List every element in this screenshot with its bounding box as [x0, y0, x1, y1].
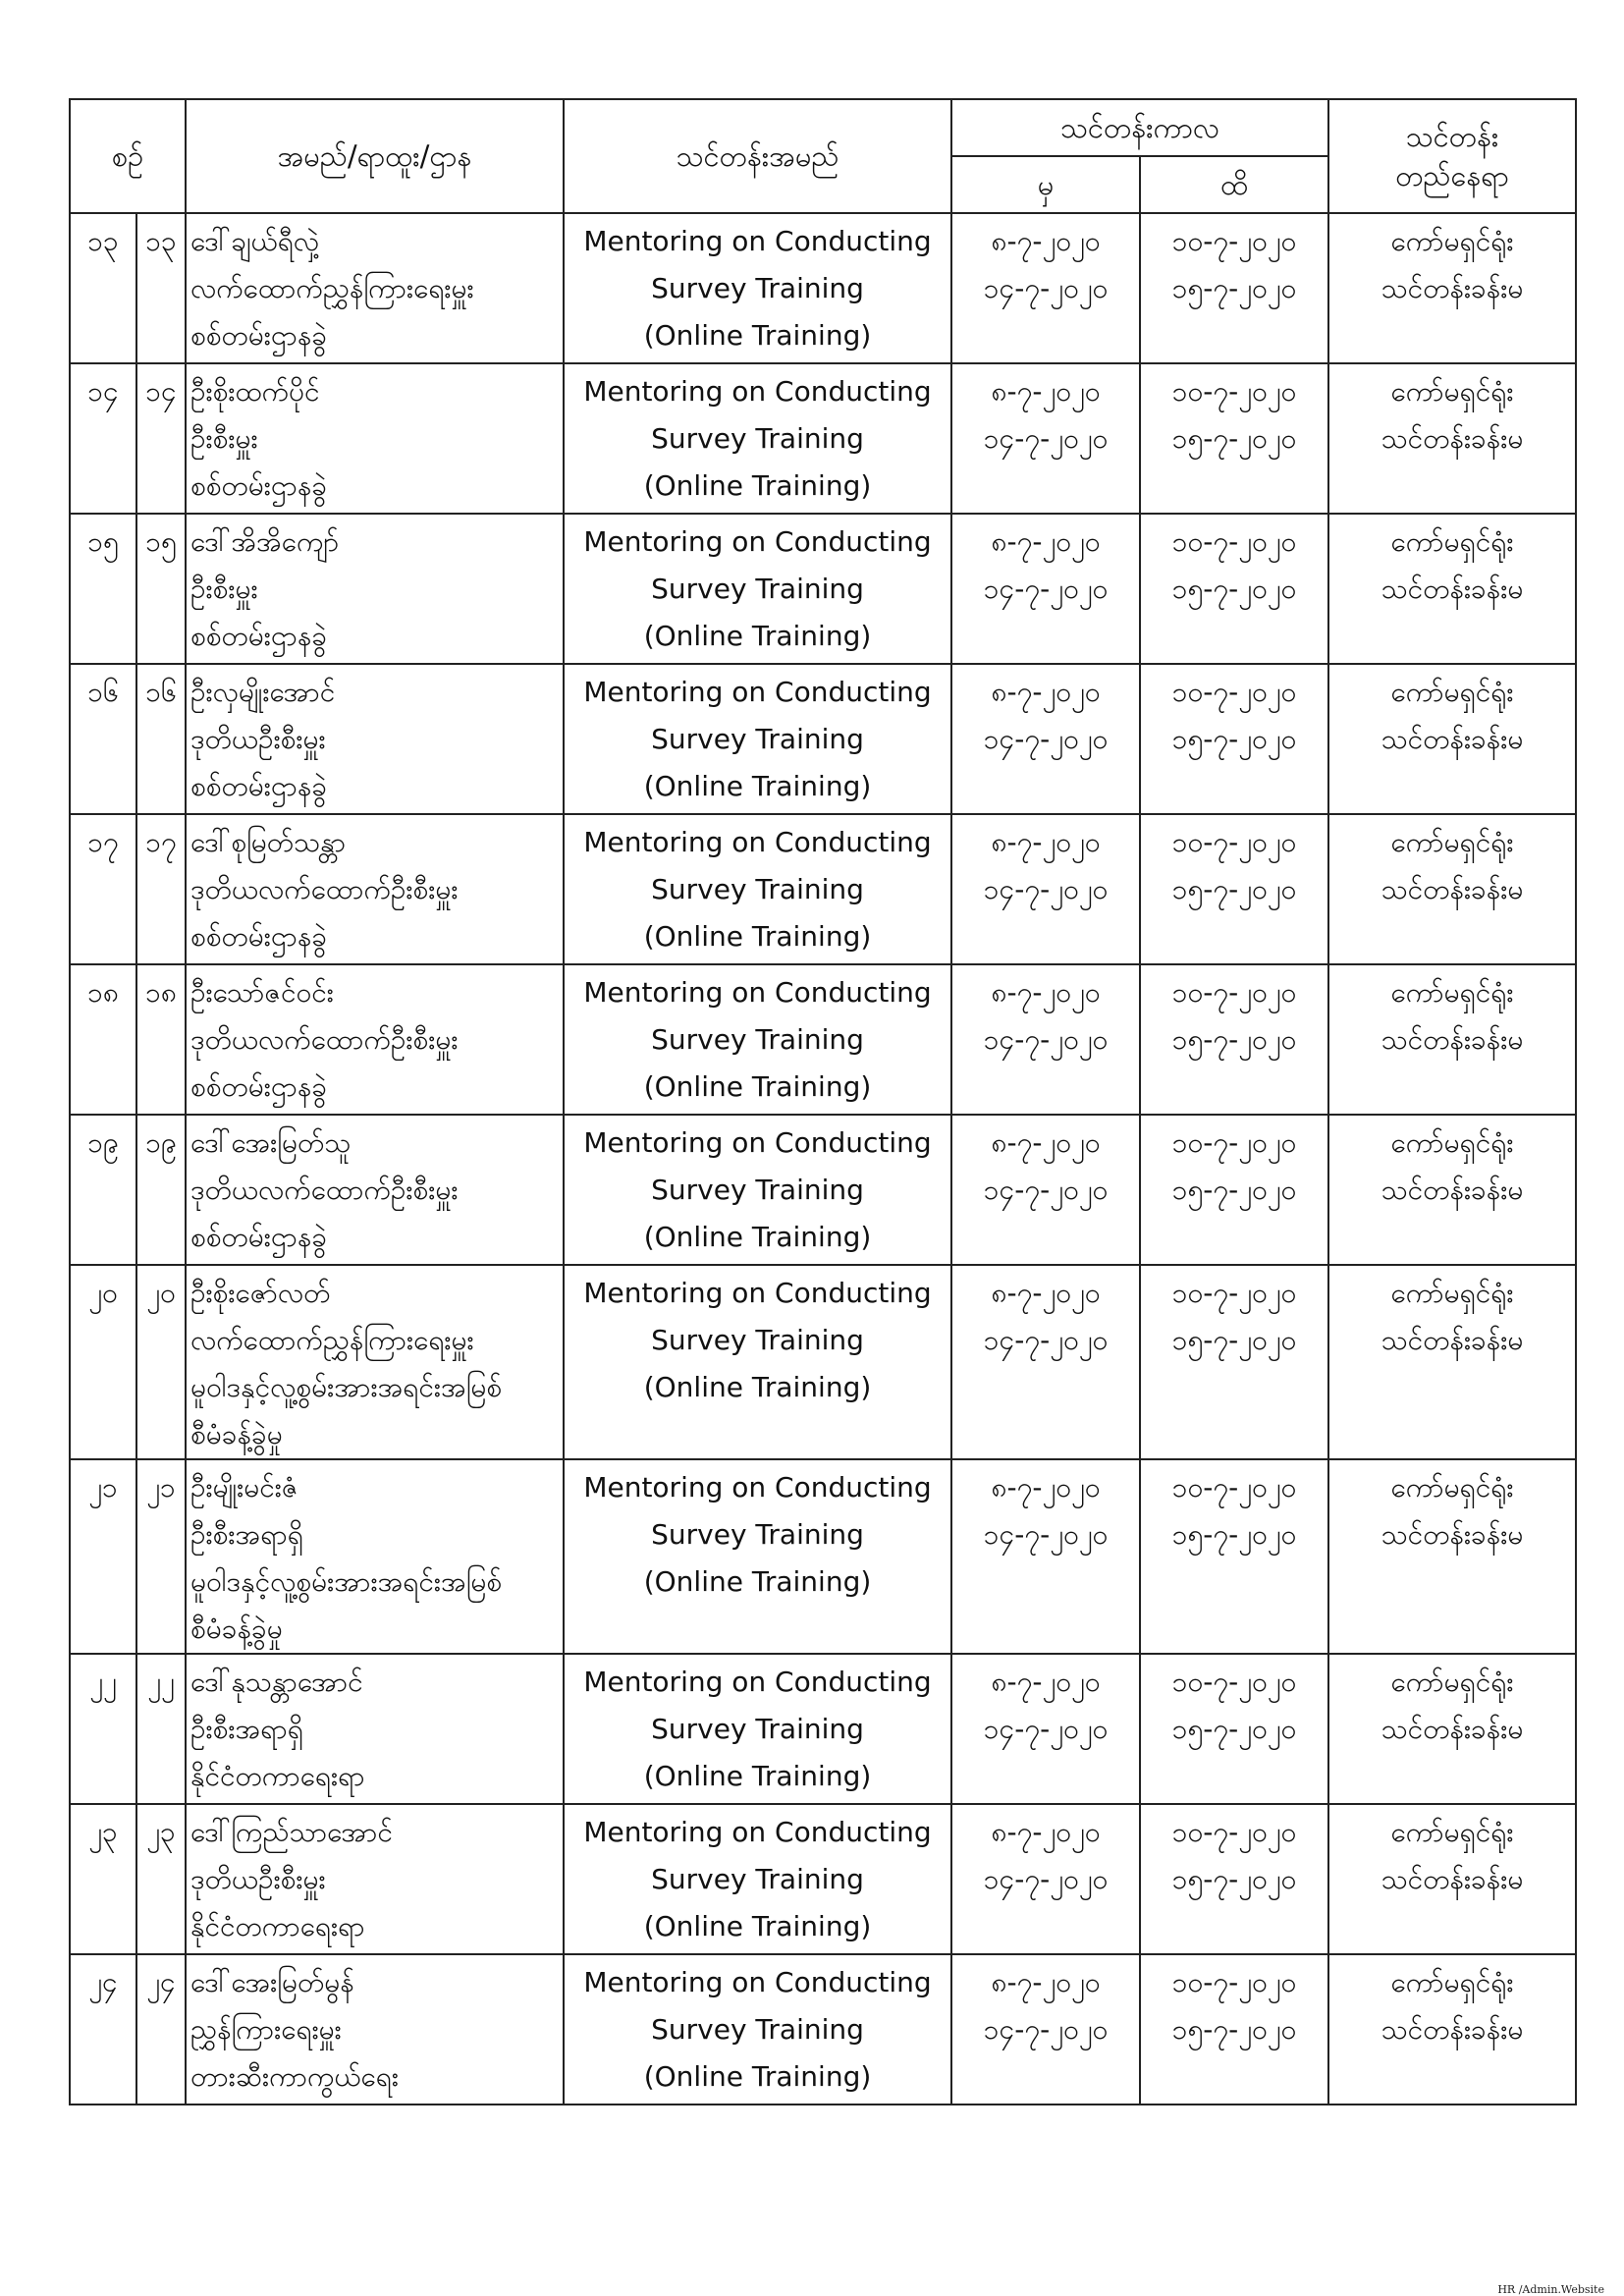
- sub-serial-cell: [136, 664, 186, 814]
- from-cell: [951, 1654, 1140, 1804]
- serial-cell: [70, 814, 136, 964]
- sub-serial-cell: [136, 363, 186, 514]
- to-cell: [1140, 664, 1328, 814]
- from-date: ၈-၇-၂၀၂၀: [991, 1666, 1101, 1698]
- header-course: သင်တန်းအမည်: [564, 99, 951, 213]
- place-line: သင်တန်းခန်းမ: [1380, 1023, 1524, 1056]
- serial-number: ၂၃: [88, 1816, 118, 1848]
- name-line: ဒေါ်ကြည်သာအောင်: [190, 1816, 393, 1848]
- from-cell: [951, 964, 1140, 1115]
- place-cell: [1328, 814, 1576, 964]
- to-cell: [1140, 514, 1328, 664]
- name-line: ဒေါ်ချယ်ရီလှဲ့: [190, 225, 320, 257]
- name-line: ဦးစီးမှူး: [190, 422, 258, 455]
- course-cell: [564, 1804, 951, 1954]
- from-cell: [951, 1459, 1140, 1654]
- from-date: ၁၄-၇-၂၀၂၀: [983, 1518, 1109, 1551]
- from-date: ၈-၇-၂၀၂၀: [991, 375, 1101, 408]
- course-line: Survey Training: [651, 873, 864, 905]
- course-line: Mentoring on Conducting: [583, 1471, 932, 1503]
- to-date: ၁၅-၇-၂၀၂၀: [1171, 873, 1297, 905]
- course-line: Survey Training: [651, 1713, 864, 1745]
- course-line: (Online Training): [643, 770, 872, 802]
- place-line: ကော်မရှင်ရုံး: [1390, 1126, 1514, 1159]
- place-line: ကော်မရှင်ရုံး: [1390, 1666, 1514, 1698]
- header-place: [1328, 99, 1576, 213]
- from-date: ၁၄-၇-၂၀၂၀: [983, 422, 1109, 455]
- sub-serial-cell: [136, 1954, 186, 2105]
- footer-note: HR /Admin.Website: [1497, 2283, 1604, 2296]
- course-cell: [564, 964, 951, 1115]
- to-cell: [1140, 1115, 1328, 1265]
- sub-serial-number: ၂၄: [146, 1966, 176, 1998]
- name-cell: [186, 514, 564, 664]
- to-date: ၁၀-၇-၂၀၂၀: [1171, 225, 1297, 257]
- name-line: စီမံခန့်ခွဲမှု: [190, 1613, 283, 1645]
- sub-serial-cell: [136, 1265, 186, 1459]
- sub-serial-number: ၁၄: [145, 375, 177, 408]
- sub-serial-cell: [136, 1459, 186, 1654]
- name-line: ဦးစိုးထက်ပိုင်: [190, 375, 320, 408]
- name-line: ဒေါ်အေးမြတ်သူ: [190, 1126, 352, 1159]
- name-line: ဦးစီးအရာရှိ: [190, 1518, 303, 1551]
- course-line: Survey Training: [651, 1324, 864, 1356]
- header-place-line: သင်တန်း: [1405, 120, 1499, 153]
- name-cell: [186, 1459, 564, 1654]
- sub-serial-cell: [136, 1804, 186, 1954]
- to-date: ၁၀-၇-၂၀၂၀: [1171, 1966, 1297, 1998]
- to-date: ၁၀-၇-၂၀၂၀: [1171, 976, 1297, 1009]
- place-line: ကော်မရှင်ရုံး: [1390, 375, 1514, 408]
- place-cell: [1328, 664, 1576, 814]
- to-date: ၁၅-၇-၂၀၂၀: [1171, 1324, 1297, 1356]
- from-date: ၈-၇-၂၀၂၀: [991, 225, 1101, 257]
- table-row: [70, 1654, 1576, 1804]
- name-line: နိုင်ငံတကာရေးရာ: [190, 1910, 365, 1942]
- to-date: ၁၅-၇-၂၀၂၀: [1171, 422, 1297, 455]
- course-line: Mentoring on Conducting: [583, 826, 932, 858]
- course-line: (Online Training): [643, 1371, 872, 1403]
- name-line: ဒေါ်အိအိကျော်: [190, 525, 340, 558]
- course-line: Survey Training: [651, 2013, 864, 2046]
- to-cell: [1140, 1954, 1328, 2105]
- name-line: ဒေါ်အေးမြတ်မွန်: [190, 1966, 354, 1998]
- header-serial: စဉ်: [70, 99, 186, 213]
- name-line: စစ်တမ်းဌာနခွဲ: [190, 770, 328, 802]
- place-line: သင်တန်းခန်းမ: [1380, 2013, 1524, 2046]
- name-line: ဦးစီးမှူး: [190, 573, 258, 605]
- course-line: (Online Training): [643, 2060, 872, 2093]
- place-cell: [1328, 213, 1576, 363]
- from-date: ၁၄-၇-၂၀၂၀: [983, 723, 1109, 755]
- sub-serial-number: ၁၃: [145, 225, 177, 257]
- to-cell: [1140, 1265, 1328, 1459]
- place-line: ကော်မရှင်ရုံး: [1390, 1471, 1514, 1503]
- place-line: သင်တန်းခန်းမ: [1380, 272, 1524, 304]
- name-line: ဦးစိုးဇော်လတ်: [190, 1277, 331, 1309]
- to-date: ၁၀-၇-၂၀၂၀: [1171, 1126, 1297, 1159]
- sub-serial-cell: [136, 964, 186, 1115]
- to-date: ၁၅-၇-၂၀၂၀: [1171, 723, 1297, 755]
- serial-cell: [70, 1654, 136, 1804]
- from-date: ၁၄-၇-၂၀၂၀: [983, 1863, 1109, 1895]
- course-line: (Online Training): [643, 1070, 872, 1103]
- name-line: စစ်တမ်းဌာနခွဲ: [190, 1070, 328, 1103]
- course-line: (Online Training): [643, 620, 872, 652]
- serial-cell: [70, 363, 136, 514]
- from-cell: [951, 814, 1140, 964]
- place-line: ကော်မရှင်ရုံး: [1390, 976, 1514, 1009]
- from-date: ၈-၇-၂၀၂၀: [991, 826, 1101, 858]
- sub-serial-cell: [136, 1115, 186, 1265]
- from-date: ၁၄-၇-၂၀၂၀: [983, 272, 1109, 304]
- to-cell: [1140, 1804, 1328, 1954]
- table-row: [70, 213, 1576, 363]
- header-period: သင်တန်းကာလ: [951, 99, 1328, 156]
- course-line: Mentoring on Conducting: [583, 676, 932, 708]
- course-line: Mentoring on Conducting: [583, 1816, 932, 1848]
- name-cell: [186, 213, 564, 363]
- name-line: ဦးလှမျိုးအောင်: [190, 676, 336, 708]
- serial-number: ၁၇: [87, 826, 119, 858]
- from-date: ၈-၇-၂၀၂၀: [991, 1126, 1101, 1159]
- from-cell: [951, 363, 1140, 514]
- serial-number: ၁၆: [87, 676, 119, 708]
- course-cell: [564, 514, 951, 664]
- serial-number: ၂၄: [88, 1966, 118, 1998]
- place-cell: [1328, 1459, 1576, 1654]
- place-line: သင်တန်းခန်းမ: [1380, 1863, 1524, 1895]
- serial-cell: [70, 1804, 136, 1954]
- from-cell: [951, 514, 1140, 664]
- table-row: [70, 814, 1576, 964]
- table-row: [70, 964, 1576, 1115]
- name-line: ဒေါ်နုသန္တာအောင်: [190, 1666, 363, 1698]
- to-date: ၁၅-၇-၂၀၂၀: [1171, 2013, 1297, 2046]
- sub-serial-number: ၂၂: [147, 1666, 175, 1698]
- to-date: ၁၅-၇-၂၀၂၀: [1171, 1863, 1297, 1895]
- table-row: [70, 664, 1576, 814]
- course-line: (Online Training): [643, 1565, 872, 1598]
- name-line: ဒေါ်စုမြတ်သန္တာ: [190, 826, 347, 858]
- to-date: ၁၀-၇-၂၀၂၀: [1171, 1816, 1297, 1848]
- from-date: ၈-၇-၂၀၂၀: [991, 676, 1101, 708]
- from-date: ၁၄-၇-၂၀၂၀: [983, 573, 1109, 605]
- name-line: စစ်တမ်းဌာနခွဲ: [190, 469, 328, 502]
- to-date: ၁၀-၇-၂၀၂၀: [1171, 826, 1297, 858]
- place-line: သင်တန်းခန်းမ: [1380, 1713, 1524, 1745]
- sub-serial-number: ၁၆: [145, 676, 177, 708]
- name-line: မူဝါဒနှင့်လူ့စွမ်းအားအရင်းအမြစ်: [190, 1371, 503, 1403]
- course-line: Mentoring on Conducting: [583, 1277, 932, 1309]
- name-cell: [186, 1954, 564, 2105]
- to-date: ၁၀-၇-၂၀၂၀: [1171, 375, 1297, 408]
- place-cell: [1328, 1654, 1576, 1804]
- place-line: ကော်မရှင်ရုံး: [1390, 1277, 1514, 1309]
- place-cell: [1328, 964, 1576, 1115]
- place-line: ကော်မရှင်ရုံး: [1390, 1966, 1514, 1998]
- serial-cell: [70, 514, 136, 664]
- name-cell: [186, 1115, 564, 1265]
- course-cell: [564, 664, 951, 814]
- table-row: [70, 1115, 1576, 1265]
- from-date: ၁၄-၇-၂၀၂၀: [983, 1174, 1109, 1206]
- to-cell: [1140, 814, 1328, 964]
- name-cell: [186, 1265, 564, 1459]
- serial-cell: [70, 964, 136, 1115]
- name-cell: [186, 1804, 564, 1954]
- course-line: Mentoring on Conducting: [583, 225, 932, 257]
- to-cell: [1140, 363, 1328, 514]
- course-line: Mentoring on Conducting: [583, 375, 932, 408]
- from-date: ၈-၇-၂၀၂၀: [991, 1816, 1101, 1848]
- name-cell: [186, 964, 564, 1115]
- serial-number: ၂၁: [88, 1471, 118, 1503]
- from-date: ၈-၇-၂၀၂၀: [991, 525, 1101, 558]
- name-line: စစ်တမ်းဌာနခွဲ: [190, 920, 328, 953]
- to-date: ၁၀-၇-၂၀၂၀: [1171, 525, 1297, 558]
- from-cell: [951, 1115, 1140, 1265]
- serial-cell: [70, 213, 136, 363]
- place-line: ကော်မရှင်ရုံး: [1390, 1816, 1514, 1848]
- name-cell: [186, 1654, 564, 1804]
- serial-cell: [70, 1115, 136, 1265]
- header-from: မှ: [951, 156, 1140, 213]
- name-line: ဒုတိယလက်ထောက်ဦးစီးမှူး: [190, 873, 459, 905]
- place-cell: [1328, 1804, 1576, 1954]
- to-date: ၁၅-၇-၂၀၂၀: [1171, 1518, 1297, 1551]
- serial-cell: [70, 1954, 136, 2105]
- course-cell: [564, 213, 951, 363]
- course-line: Mentoring on Conducting: [583, 976, 932, 1009]
- table-row: [70, 363, 1576, 514]
- course-cell: [564, 1265, 951, 1459]
- to-date: ၁၅-၇-၂၀၂၀: [1171, 1174, 1297, 1206]
- course-line: Survey Training: [651, 573, 864, 605]
- serial-cell: [70, 1459, 136, 1654]
- sub-serial-number: ၁၈: [145, 976, 177, 1009]
- to-date: ၁၅-၇-၂၀၂၀: [1171, 1713, 1297, 1745]
- from-date: ၈-၇-၂၀၂၀: [991, 976, 1101, 1009]
- serial-number: ၁၄: [87, 375, 119, 408]
- serial-cell: [70, 664, 136, 814]
- sub-serial-number: ၁၇: [145, 826, 177, 858]
- from-date: ၁၄-၇-၂၀၂၀: [983, 873, 1109, 905]
- from-date: ၁၄-၇-၂၀၂၀: [983, 1023, 1109, 1056]
- place-cell: [1328, 514, 1576, 664]
- course-line: (Online Training): [643, 319, 872, 352]
- from-cell: [951, 1804, 1140, 1954]
- name-line: လက်ထောက်ညွှန်ကြားရေးမှူး: [190, 1324, 474, 1356]
- from-cell: [951, 664, 1140, 814]
- course-line: (Online Training): [643, 1221, 872, 1253]
- place-line: ကော်မရှင်ရုံး: [1390, 525, 1514, 558]
- from-cell: [951, 1954, 1140, 2105]
- from-date: ၁၄-၇-၂၀၂၀: [983, 1324, 1109, 1356]
- name-line: စစ်တမ်းဌာနခွဲ: [190, 620, 328, 652]
- table-row: [70, 1804, 1576, 1954]
- place-line: သင်တန်းခန်းမ: [1380, 1174, 1524, 1206]
- name-cell: [186, 363, 564, 514]
- name-line: ဒုတိယလက်ထောက်ဦးစီးမှူး: [190, 1023, 459, 1056]
- name-line: ဦးမျိုးမင်းဇံ: [190, 1471, 298, 1503]
- table-row: [70, 514, 1576, 664]
- name-line: စစ်တမ်းဌာနခွဲ: [190, 1221, 328, 1253]
- serial-number: ၁၉: [87, 1126, 119, 1159]
- to-cell: [1140, 1654, 1328, 1804]
- table-row: [70, 1954, 1576, 2105]
- name-line: ညွှန်ကြားရေးမှူး: [190, 2013, 342, 2046]
- place-cell: [1328, 363, 1576, 514]
- course-cell: [564, 363, 951, 514]
- course-line: Survey Training: [651, 723, 864, 755]
- sub-serial-number: ၁၉: [145, 1126, 177, 1159]
- place-cell: [1328, 1115, 1576, 1265]
- place-line: သင်တန်းခန်းမ: [1380, 573, 1524, 605]
- course-line: Survey Training: [651, 1174, 864, 1206]
- place-line: သင်တန်းခန်းမ: [1380, 1324, 1524, 1356]
- course-line: (Online Training): [643, 469, 872, 502]
- place-line: ကော်မရှင်ရုံး: [1390, 826, 1514, 858]
- serial-number: ၁၃: [87, 225, 119, 257]
- to-date: ၁၅-၇-၂၀၂၀: [1171, 573, 1297, 605]
- name-line: နိုင်ငံတကာရေးရာ: [190, 1760, 365, 1792]
- to-date: ၁၀-၇-၂၀၂၀: [1171, 676, 1297, 708]
- name-line: စစ်တမ်းဌာနခွဲ: [190, 319, 328, 352]
- course-line: (Online Training): [643, 920, 872, 953]
- table-row: [70, 1459, 1576, 1654]
- course-line: Survey Training: [651, 1023, 864, 1056]
- from-date: ၈-၇-၂၀၂၀: [991, 1471, 1101, 1503]
- name-line: ဒုတိယဦးစီးမှူး: [190, 1863, 326, 1895]
- header-place-line: တည်နေရာ: [1395, 159, 1509, 192]
- name-line: ဦးစီးအရာရှိ: [190, 1713, 303, 1745]
- sub-serial-cell: [136, 814, 186, 964]
- name-line: လက်ထောက်ညွှန်ကြားရေးမှူး: [190, 272, 474, 304]
- sub-serial-number: ၂၀: [146, 1277, 176, 1309]
- course-line: Survey Training: [651, 1863, 864, 1895]
- course-line: Mentoring on Conducting: [583, 1966, 932, 1998]
- to-cell: [1140, 213, 1328, 363]
- course-line: Survey Training: [651, 272, 864, 304]
- serial-number: ၁၈: [87, 976, 119, 1009]
- place-cell: [1328, 1265, 1576, 1459]
- to-date: ၁၅-၇-၂၀၂၀: [1171, 1023, 1297, 1056]
- name-cell: [186, 664, 564, 814]
- course-line: Mentoring on Conducting: [583, 1666, 932, 1698]
- from-date: ၁၄-၇-၂၀၂၀: [983, 1713, 1109, 1745]
- sub-serial-number: ၁၅: [145, 525, 177, 558]
- course-cell: [564, 1115, 951, 1265]
- from-date: ၈-၇-၂၀၂၀: [991, 1966, 1101, 1998]
- course-line: Survey Training: [651, 422, 864, 455]
- to-date: ၁၀-၇-၂၀၂၀: [1171, 1666, 1297, 1698]
- course-cell: [564, 1654, 951, 1804]
- course-cell: [564, 814, 951, 964]
- place-line: ကော်မရှင်ရုံး: [1390, 676, 1514, 708]
- place-cell: [1328, 1954, 1576, 2105]
- table-body: [70, 213, 1576, 2105]
- course-line: (Online Training): [643, 1910, 872, 1942]
- from-cell: [951, 213, 1140, 363]
- to-cell: [1140, 964, 1328, 1115]
- name-line: စီမံခန့်ခွဲမှု: [190, 1418, 283, 1450]
- name-line: ဦးသော်ဇင်ဝင်း: [190, 976, 334, 1009]
- course-line: (Online Training): [643, 1760, 872, 1792]
- course-cell: [564, 1954, 951, 2105]
- serial-number: ၂၀: [88, 1277, 118, 1309]
- name-line: ဒုတိယလက်ထောက်ဦးစီးမှူး: [190, 1174, 459, 1206]
- sub-serial-number: ၂၃: [146, 1816, 176, 1848]
- course-line: Mentoring on Conducting: [583, 1126, 932, 1159]
- name-line: မူဝါဒနှင့်လူ့စွမ်းအားအရင်းအမြစ်: [190, 1565, 503, 1598]
- place-line: ကော်မရှင်ရုံး: [1390, 225, 1514, 257]
- name-line: တားဆီးကာကွယ်ရေး: [190, 2060, 399, 2093]
- serial-number: ၂၂: [89, 1666, 117, 1698]
- course-line: Mentoring on Conducting: [583, 525, 932, 558]
- header-to: ထိ: [1140, 156, 1328, 213]
- table-row: [70, 1265, 1576, 1459]
- sub-serial-number: ၂၁: [146, 1471, 176, 1503]
- course-cell: [564, 1459, 951, 1654]
- sub-serial-cell: [136, 1654, 186, 1804]
- header-name: အမည်/ရာထူး/ဌာန: [186, 99, 564, 213]
- place-line: သင်တန်းခန်းမ: [1380, 1518, 1524, 1551]
- place-line: သင်တန်းခန်းမ: [1380, 723, 1524, 755]
- to-date: ၁၀-၇-၂၀၂၀: [1171, 1277, 1297, 1309]
- place-line: သင်တန်းခန်းမ: [1380, 873, 1524, 905]
- to-date: ၁၅-၇-၂၀၂၀: [1171, 272, 1297, 304]
- name-cell: [186, 814, 564, 964]
- to-cell: [1140, 1459, 1328, 1654]
- serial-cell: [70, 1265, 136, 1459]
- serial-number: ၁၅: [87, 525, 119, 558]
- course-line: Survey Training: [651, 1518, 864, 1551]
- from-date: ၁၄-၇-၂၀၂၀: [983, 2013, 1109, 2046]
- to-date: ၁၀-၇-၂၀၂၀: [1171, 1471, 1297, 1503]
- from-date: ၈-၇-၂၀၂၀: [991, 1277, 1101, 1309]
- name-line: ဒုတိယဦးစီးမှူး: [190, 723, 326, 755]
- from-cell: [951, 1265, 1140, 1459]
- training-table: [69, 98, 1577, 2105]
- sub-serial-cell: [136, 213, 186, 363]
- sub-serial-cell: [136, 514, 186, 664]
- place-line: သင်တန်းခန်းမ: [1380, 422, 1524, 455]
